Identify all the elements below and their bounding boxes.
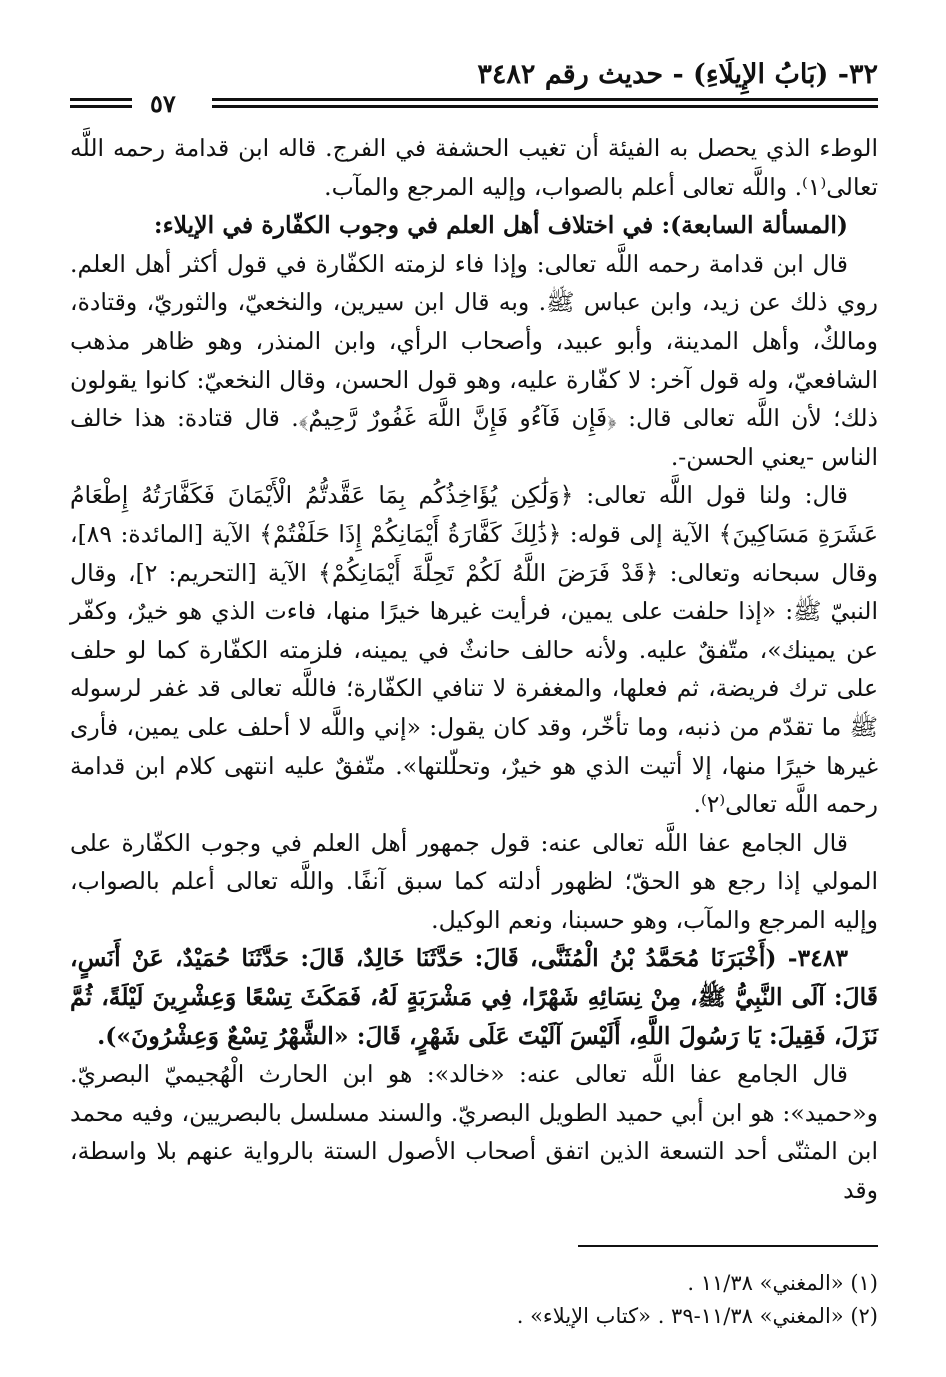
footnotes [70, 1267, 878, 1333]
paragraph-3: قال ابن قدامة رحمه اللَّه تعالى: وإذا فاء لزمته الكفّارة في قول أكثر أهل العلم. روي ذلك عن زيد، وابن عباس ﷺ. وبه قال ابن سيرين، والنخعيّ، والثوريّ، وقتادة، ومالكٌ، وأهل المدينة، وأبو عبيد، وأصحاب الرأي، وابن المنذر، وهو ظاهر مذهب الشافعيّ، وله قول آخر: لا كفّارة عليه، وهو قول الحسن، وقال النخعيّ: كانوا يقولون ذلك؛ لأن اللَّه تعالى قال: ﴿فَإِن فَآءُو فَإِنَّ اللَّهَ غَفُورٌ رَّحِيمٌ﴾. قال قتادة: هذا خالف الناس -يعني الحسن-. [70, 249, 878, 471]
book-page [70, 55, 878, 1355]
paragraph-4: قال: ولنا قول اللَّه تعالى: ﴿وَلَٰكِن يُؤَاخِذُكُم بِمَا عَقَّدتُّمُ الْأَيْمَانَ فَكَفَّارَتُهُ إِطْعَامُ عَشَرَةِ مَسَاكِينَ﴾ الآية إلى قوله: ﴿ذَٰلِكَ كَفَّارَةُ أَيْمَانِكُمْ إِذَا حَلَفْتُمْ﴾ الآية [المائدة: ٨٩]، وقال سبحانه وتعالى: ﴿قَدْ فَرَضَ اللَّهُ لَكُمْ تَحِلَّةَ أَيْمَانِكُمْ﴾ الآية [التحريم: ٢]، وقال النبيّ ﷺ: «إذا حلفت على يمين، فرأيت غيرها خيرًا منها، فاءت الذي هو خيرٌ، وكفّر عن يمينك»، متّفقٌ عليه. ولأنه حالف حانثٌ في يمينه، فلزمته الكفّارة كما لو حلف على ترك فريضة، ثم فعلها، والمغفرة لا تنافي الكفّارة؛ فاللَّه تعالى قد غفر لرسوله ﷺ ما تقدّم من ذنبه، وما تأخّر، وقد كان يقول: «إني واللَّه لا أحلف على يمين، فأرى غيرها خيرًا منها، إلا أتيت الذي هو خيرٌ، وتحلّلتها». متّفقٌ عليه انتهى كلام ابن قدامة رحمه اللَّه تعالى⁽٢⁾. [70, 481, 879, 819]
paragraph-1: الوطء الذي يحصل به الفيئة أن تغيب الحشفة في الفرج. قاله ابن قدامة رحمه اللَّه تعالى⁽١⁾. واللَّه تعالى أعلم بالصواب، وإليه المرجع والمآب. [70, 134, 878, 201]
footnote-2: (٢) «المغني» ١١/٣٨-٣٩ . «كتاب الإيلاء» . [516, 1304, 878, 1328]
page-number: ٥٧ [150, 89, 176, 118]
paragraph-2-heading: (المسألة السابعة): في اختلاف أهل العلم في وجوب الكفّارة في الإيلاء: [153, 211, 848, 240]
paragraph-5: قال الجامع عفا اللَّه تعالى عنه: قول جمهور أهل العلم في وجوب الكفّارة على المولي إذا رجع هو الحقّ؛ لظهور أدلته كما سبق آنفًا. واللَّه تعالى أعلم بالصواب، وإليه المرجع والمآب، وهو حسبنا، ونعم الوكيل. [70, 828, 878, 934]
footnote-separator [578, 1245, 878, 1247]
paragraph-6-hadith: ٣٤٨٣- (أَخْبَرَنَا مُحَمَّدُ بْنُ الْمُثَنَّى، قَالَ: حَدَّثَنَا خَالِدٌ، قَالَ: حَدَّثَنَا حُمَيْدٌ، عَنْ أَنَسٍ، قَالَ: آلَى النَّبِيُّ ﷺ، مِنْ نِسَائِهِ شَهْرًا، فِي مَشْرَبَةٍ لَهُ، فَمَكَثَ تِسْعًا وَعِشْرِينَ لَيْلَةً، ثُمَّ نَزَلَ، فَقِيلَ: يَا رَسُولَ اللَّهِ، أَلَيْسَ آلَيْتَ عَلَى شَهْرٍ، قَالَ: «الشَّهْرُ تِسْعٌ وَعِشْرُونَ»). [70, 944, 878, 1050]
paragraph-7: قال الجامع عفا اللَّه تعالى عنه: «خالد»: هو ابن الحارث الْهُجيميّ البصريّ. و«حميد»: هو ابن أبي حميد الطويل البصريّ. والسند مسلسل بالبصريين، وفيه محمد ابن المثنّى أحد التسعة الذين اتفق أصحاب الأصول الستة بالرواية عنهم بلا واسطة، وقد [70, 1060, 878, 1205]
running-header [70, 55, 878, 95]
header-rule [70, 89, 878, 119]
main-text [70, 129, 878, 1210]
footnote-1: (١) «المغني» ١١/٣٨ . [687, 1271, 878, 1295]
header-title: ٣٢- (بَابُ الإِيلَاءِ) - حديث رقم ٣٤٨٢ [477, 59, 878, 90]
